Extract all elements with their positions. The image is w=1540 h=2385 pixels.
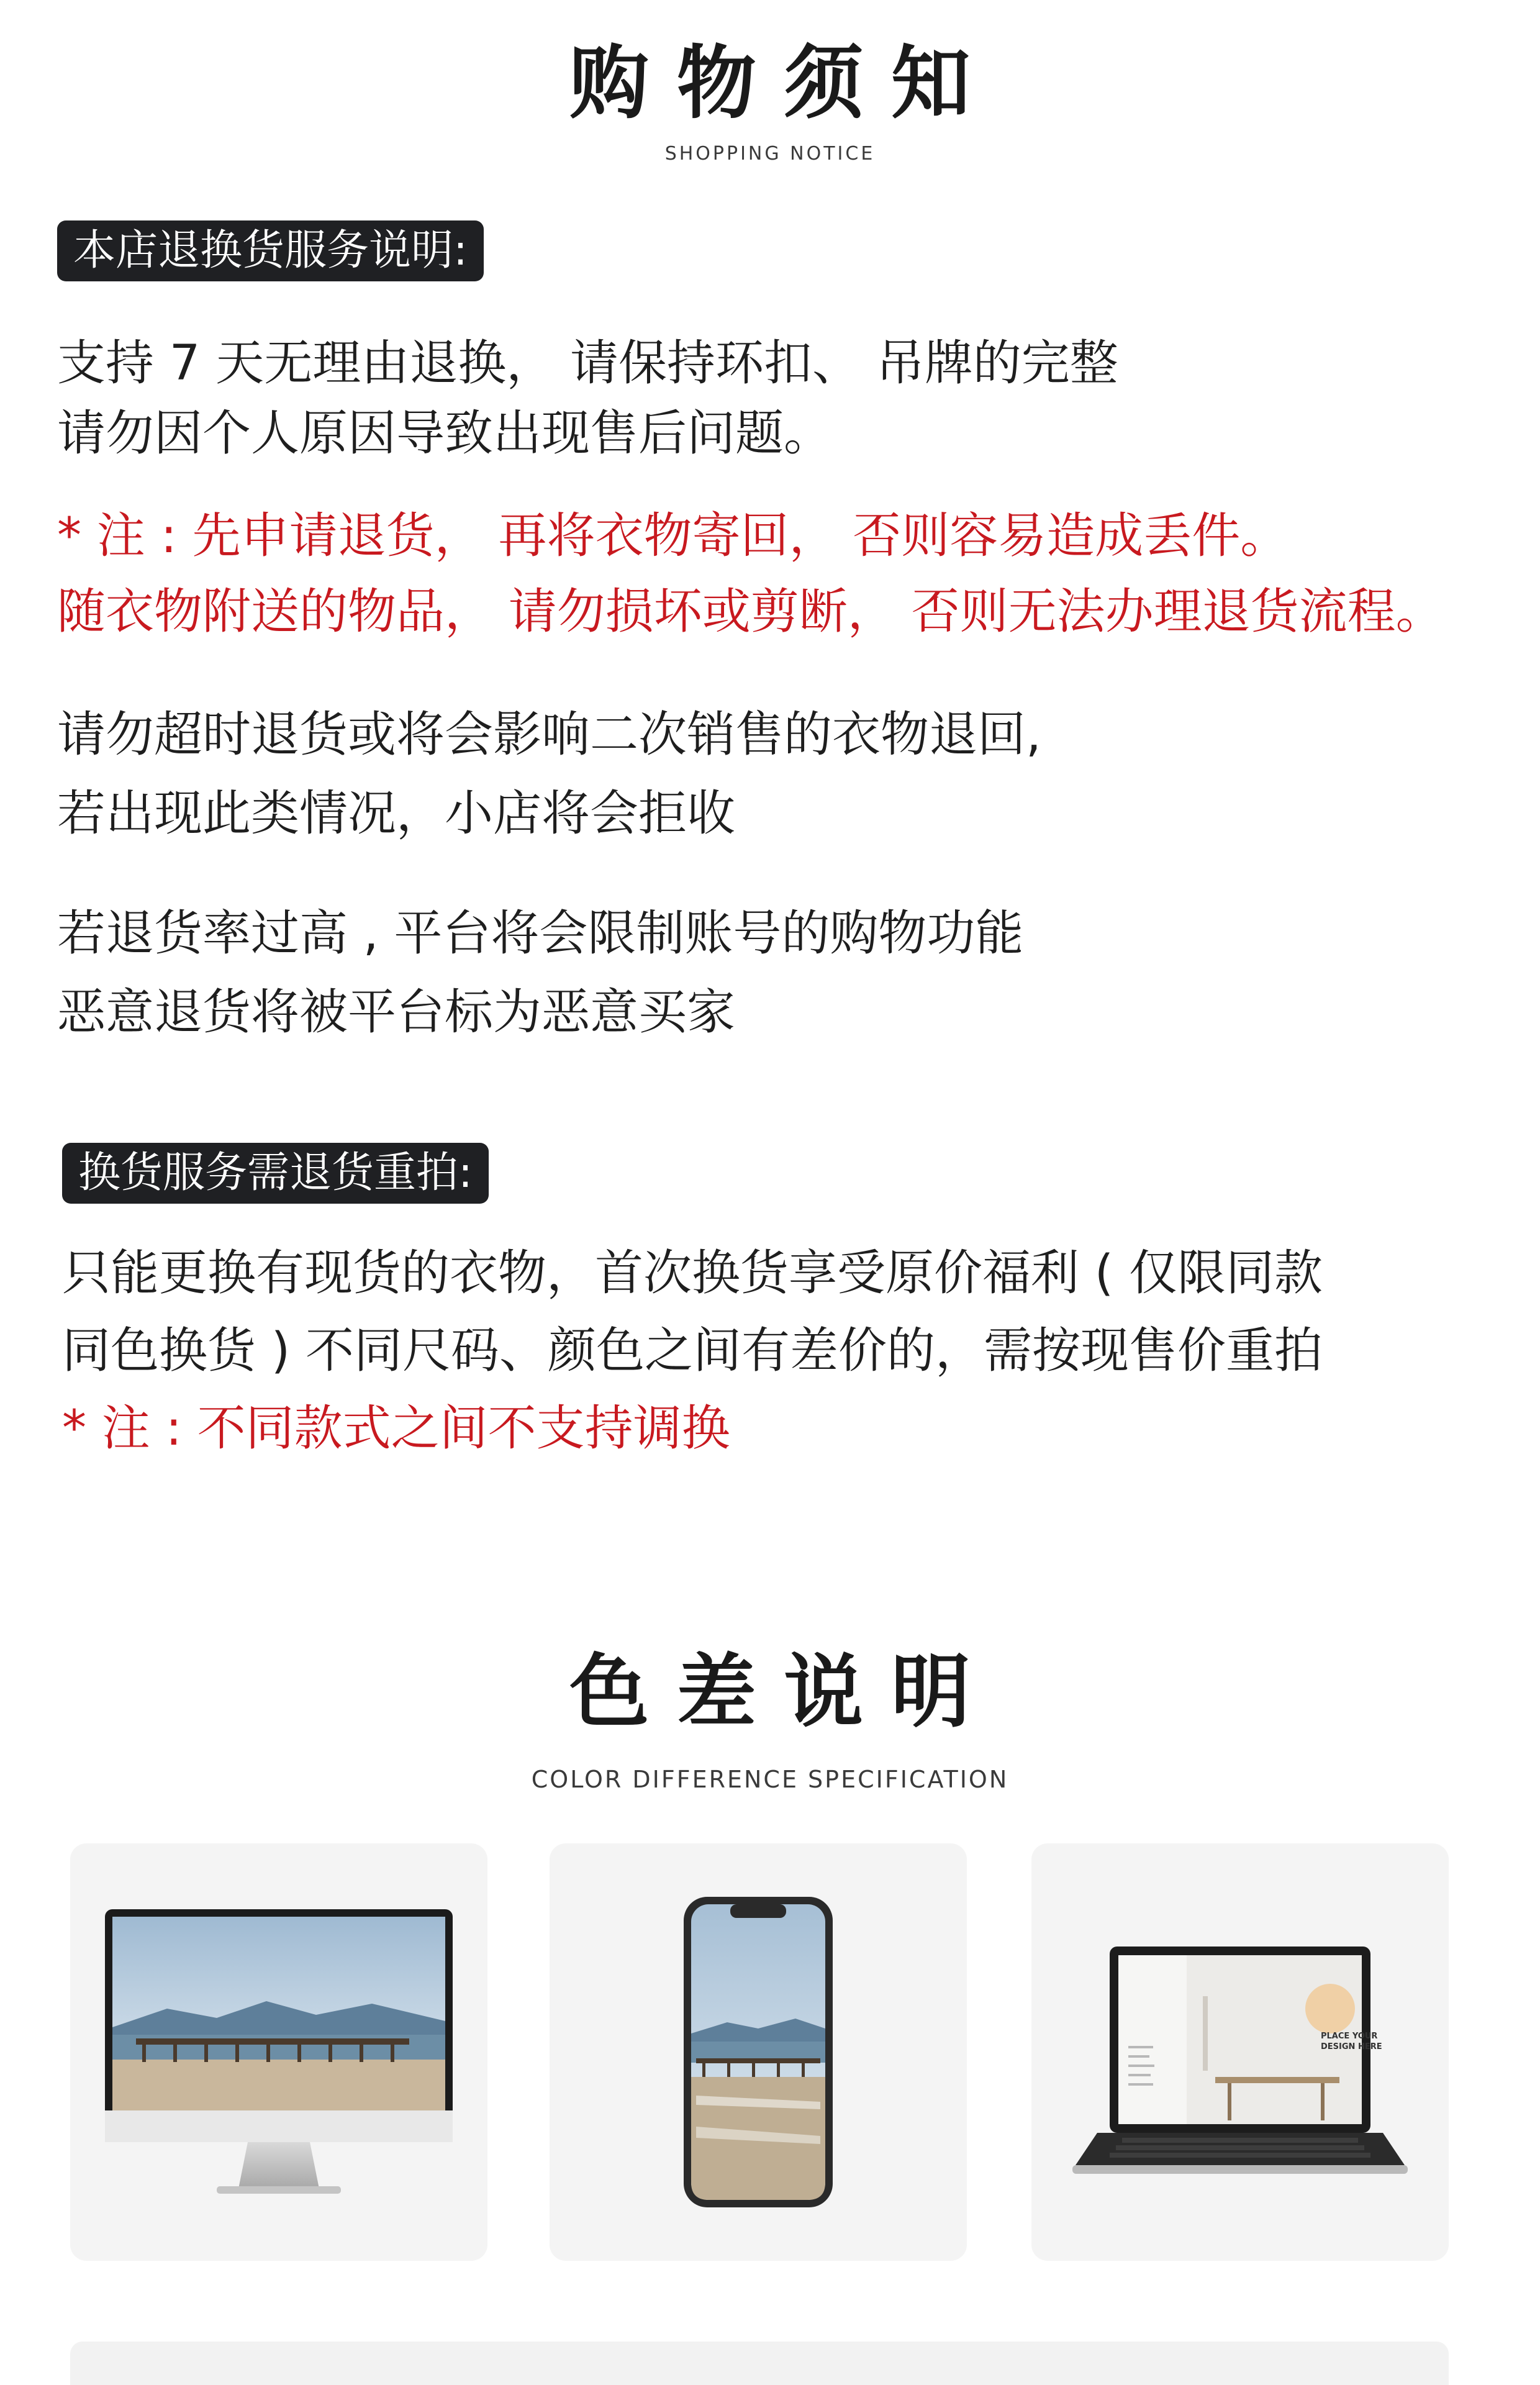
device-card-phone: [550, 1843, 967, 2261]
shopping-title: 购 物 须 知: [569, 37, 971, 130]
return-line-1: 支持 7 天无理由退换， 请保持环扣、 吊牌的完整: [57, 335, 1118, 391]
overtime-line-1: 请勿超时退货或将会影响二次销售的衣物退回,: [57, 707, 1041, 763]
laptop-icon: [1054, 1922, 1426, 2183]
shopping-subtitle: SHOPPING NOTICE: [664, 143, 876, 165]
red-note-2: 随衣物附送的物品， 请勿损坏或剪断， 否则无法办理退货流程。: [57, 584, 1444, 640]
device-card-desktop: [70, 1843, 487, 2261]
exchange-policy-tag: 换货服务需退货重拍:: [62, 1143, 489, 1204]
exchange-line-1: 只能更换有现货的衣物，首次换货享受原价福利 ( 仅限同款: [62, 1245, 1323, 1301]
color-title: 色 差 说 明: [569, 1646, 971, 1738]
exchange-line-2: 同色换货 ) 不同尺码、颜色之间有差价的，需按现售价重拍: [62, 1323, 1323, 1379]
return-line-2: 请勿因个人原因导致出现售后问题。: [57, 406, 833, 461]
laptop-screen-text-1: PLACE YOUR: [1321, 2032, 1378, 2041]
overtime-line-2: 若出现此类情况，小店将会拒收: [57, 786, 736, 842]
device-card-laptop: [1031, 1843, 1449, 2261]
exchange-note: * 注 : 不同款式之间不支持调换: [62, 1401, 730, 1456]
bottom-strip: [70, 2342, 1449, 2385]
rate-line-1: 若退货率过高 , 平台将会限制账号的购物功能: [57, 906, 1024, 961]
red-note-1: * 注 : 先申请退货， 再将衣物寄回， 否则容易造成丢件。: [57, 508, 1289, 564]
return-policy-tag: 本店退换货服务说明:: [57, 220, 484, 281]
laptop-screen-text-2: DESIGN HERE: [1321, 2042, 1382, 2051]
desktop-monitor-icon: [93, 1897, 465, 2207]
smartphone-icon: [671, 1891, 845, 2214]
color-subtitle: COLOR DIFFERENCE SPECIFICATION: [531, 1766, 1009, 1793]
rate-line-2: 恶意退货将被平台标为恶意买家: [57, 984, 736, 1040]
